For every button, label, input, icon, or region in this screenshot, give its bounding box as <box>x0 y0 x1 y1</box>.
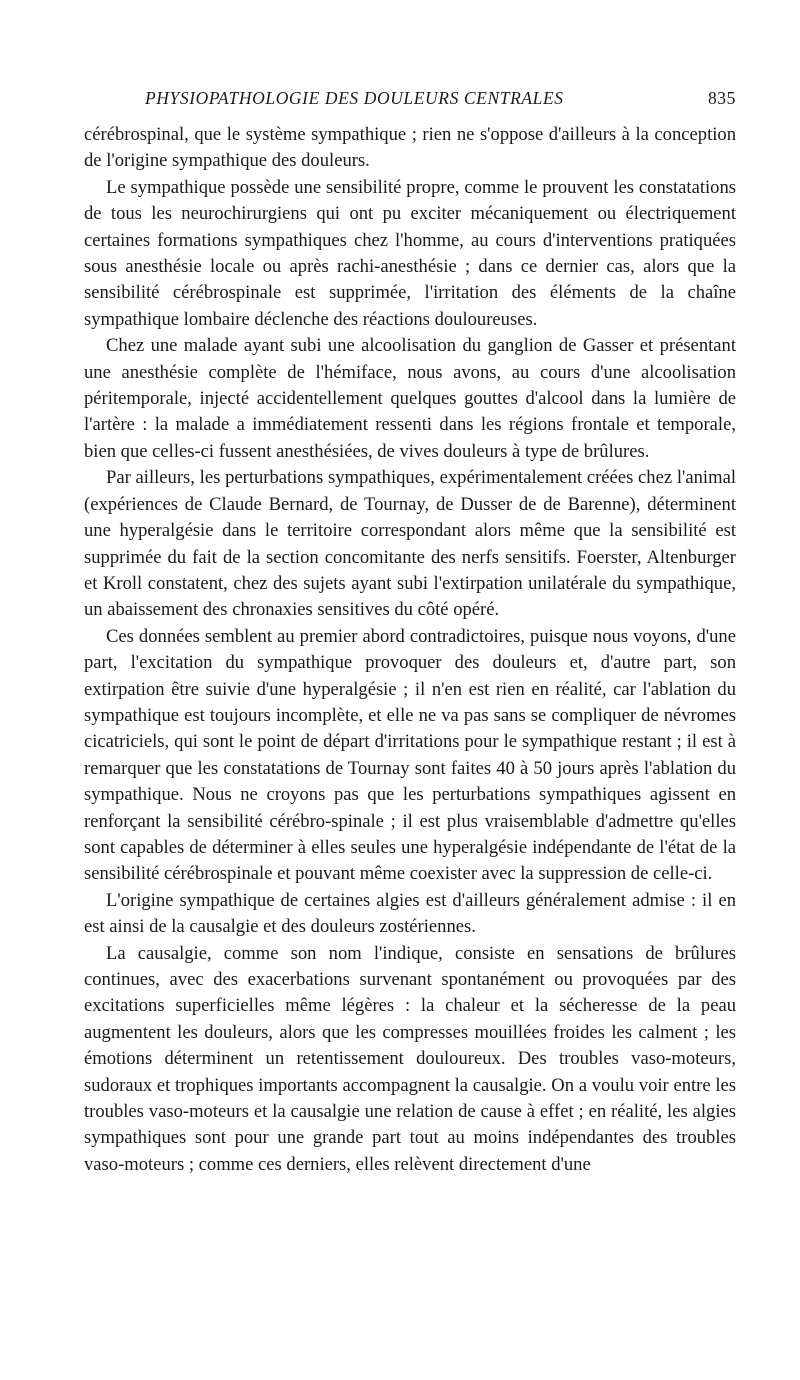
body-text <box>84 122 736 1178</box>
paragraph-sympathetic-origin: L'origine sympathique de certaines algies est d'ailleurs généralement admise : il en est ainsi de la causalgie et des douleurs zostériennes. <box>84 889 736 938</box>
running-head <box>145 88 736 114</box>
paragraph-causalgia: La causalgie, comme son nom l'indique, consiste en sensations de brûlures continues, avec des exacerbations survenant spontanément ou provoquées par des excitations superficielles même légères : la chaleur et la sécheresse de la peau augmentent les douleurs, alors que les compresses mouillées froides les calment ; les émotions déterminent un retentissement douloureux. Des troubles vaso-moteurs, sudoraux et trophiques importants accompagnent la causalgie. On a voulu voir entre les troubles vaso-moteurs et la causalgie une relation de cause à effet ; en réalité, les algies sympathiques sont pour une grande part tout au moins indépendantes des troubles vaso-moteurs ; comme ces derniers, elles relèvent directement d'une <box>84 942 736 1175</box>
paragraph-sympathetic-sensibility: Le sympathique possède une sensibilité propre, comme le prouvent les constatations de tous les neurochirurgiens qui ont pu exciter mécaniquement ou électriquement certaines formations sympathiques chez l'homme, au cours d'interventions pratiquées sous anesthésie locale ou après rachi-anesthésie ; dans ce dernier cas, alors que la sensibilité cérébrospinale est supprimée, l'irritation des éléments de la chaîne sympathique lombaire déclenche des réactions douloureuses. <box>84 176 736 330</box>
running-title: PHYSIOPATHOLOGIE DES DOULEURS CENTRALES <box>145 88 564 108</box>
paragraph-case-report: Chez une malade ayant subi une alcoolisation du ganglion de Gasser et présentant une anesthésie complète de l'hémiface, nous avons, au cours d'une alcoolisation péritemporale, injecté accidentellement quelques gouttes d'alcool dans la lumière de l'artère : la malade a immédiatement ressenti dans les régions frontale et temporale, bien que celles-ci fussent anesthésiées, de vives douleurs à type de brûlures. <box>84 335 736 462</box>
paragraph-experimental-perturbations: Par ailleurs, les perturbations sympathiques, expérimentalement créées chez l'animal (expériences de Claude Bernard, de Tournay, de Dusser de de Barenne), déterminent une hyperalgésie dans le territoire correspondant alors même que la sensibilité est supprimée du fait de la section concomitante des nerfs sensitifs. Foerster, Altenburger et Kroll constatent, chez des sujets ayant subi l'extirpation unilatérale du sympathique, un abaissement des chronaxies sensitives du côté opéré. <box>84 467 736 621</box>
paragraph-continuation: cérébrospinal, que le système sympathique ; rien ne s'oppose d'ailleurs à la conception de l'origine sympathique des douleurs. <box>84 124 736 172</box>
page-number: 835 <box>707 88 736 108</box>
paragraph-contradictory-data: Ces données semblent au premier abord contradictoires, puisque nous voyons, d'une part, l'excitation du sympathique provoquer des douleurs et, d'autre part, son extirpation être suivie d'une hyperalgésie ; il n'en est rien en réalité, car l'ablation du sympathique est toujours incomplète, et elle ne va pas sans se compliquer de névromes cicatriciels, qui sont le point de départ d'irritations pour le sympathique restant ; il est à remarquer que les constatations de Tournay sont faites 40 à 50 jours après l'ablation du sympathique. Nous ne croyons pas que les perturbations sympathiques agissent en renforçant la sensibilité cérébro-spinale ; il est plus vraisemblable d'admettre qu'elles sont capables de déterminer à elles seules une hyperalgésie indépendante de l'état de la sensibilité cérébrospinale et pouvant même coexister avec la suppression de celle-ci. <box>84 625 736 885</box>
